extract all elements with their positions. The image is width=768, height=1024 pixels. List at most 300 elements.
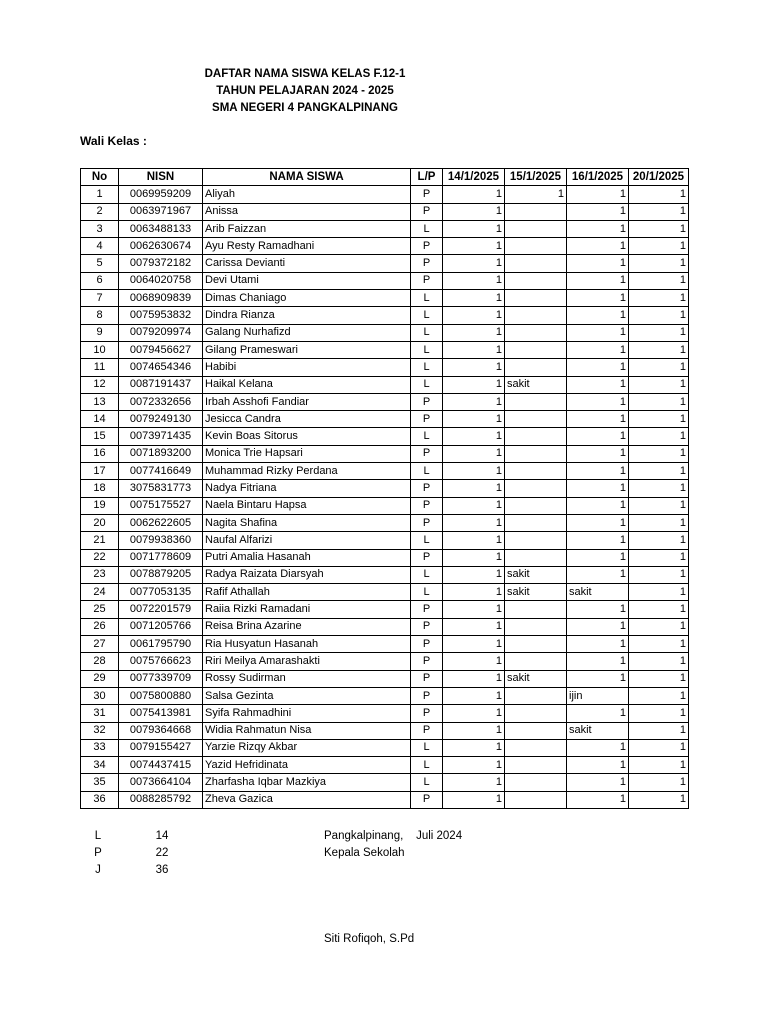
table-cell: L xyxy=(411,341,443,358)
table-cell xyxy=(505,653,567,670)
table-cell: Irbah Asshofi Fandiar xyxy=(203,393,411,410)
table-cell: 1 xyxy=(443,445,505,462)
table-cell: 0079209974 xyxy=(119,324,203,341)
table-cell: L xyxy=(411,290,443,307)
table-cell: sakit xyxy=(505,566,567,583)
table-cell: L xyxy=(411,584,443,601)
table-row xyxy=(81,791,689,808)
table-cell: 0079249130 xyxy=(119,411,203,428)
signature-block xyxy=(324,828,462,862)
table-row xyxy=(81,514,689,531)
table-cell: 1 xyxy=(629,376,689,393)
table-cell: 1 xyxy=(505,186,567,203)
table-cell: P xyxy=(411,722,443,739)
table-cell: 1 xyxy=(443,757,505,774)
table-cell: Gilang Prameswari xyxy=(203,341,411,358)
table-cell: Yazid Hefridinata xyxy=(203,757,411,774)
table-row xyxy=(81,307,689,324)
table-cell: P xyxy=(411,411,443,428)
table-cell: 22 xyxy=(81,549,119,566)
table-cell: 1 xyxy=(567,601,629,618)
table-cell: P xyxy=(411,497,443,514)
table-cell: 1 xyxy=(629,514,689,531)
table-cell: P xyxy=(411,203,443,220)
table-cell: 1 xyxy=(629,186,689,203)
table-row xyxy=(81,238,689,255)
table-cell: 0073971435 xyxy=(119,428,203,445)
table-cell: 1 xyxy=(629,359,689,376)
table-cell: L xyxy=(411,774,443,791)
table-row xyxy=(81,359,689,376)
table-cell: 1 xyxy=(443,653,505,670)
table-cell: 1 xyxy=(629,739,689,756)
table-cell: Haikal Kelana xyxy=(203,376,411,393)
table-cell: 1 xyxy=(629,255,689,272)
table-cell: 0079155427 xyxy=(119,739,203,756)
table-cell: 1 xyxy=(629,307,689,324)
column-header: 14/1/2025 xyxy=(443,169,505,186)
table-cell: 1 xyxy=(567,376,629,393)
summary-row xyxy=(80,828,202,845)
table-cell: 25 xyxy=(81,601,119,618)
table-cell: P xyxy=(411,255,443,272)
table-cell: 1 xyxy=(629,393,689,410)
summary-label: P xyxy=(94,847,102,859)
table-cell: 23 xyxy=(81,566,119,583)
table-cell: 1 xyxy=(629,601,689,618)
table-cell: P xyxy=(411,705,443,722)
signer-role: Kepala Sekolah xyxy=(324,847,405,859)
table-cell: 1 xyxy=(443,480,505,497)
table-cell: 1 xyxy=(629,757,689,774)
table-row xyxy=(81,584,689,601)
table-row xyxy=(81,220,689,237)
table-cell: 0079372182 xyxy=(119,255,203,272)
table-cell: Zharfasha Iqbar Mazkiya xyxy=(203,774,411,791)
table-cell: 0075953832 xyxy=(119,307,203,324)
table-cell: 0078879205 xyxy=(119,566,203,583)
table-cell: 20 xyxy=(81,514,119,531)
table-cell xyxy=(505,341,567,358)
table-cell: 34 xyxy=(81,757,119,774)
table-cell: 1 xyxy=(443,636,505,653)
table-cell: P xyxy=(411,791,443,808)
table-cell: 29 xyxy=(81,670,119,687)
table-cell: 1 xyxy=(567,532,629,549)
table-cell: 1 xyxy=(443,618,505,635)
table-cell: Riri Meilya Amarashakti xyxy=(203,653,411,670)
table-cell: 1 xyxy=(443,428,505,445)
table-row xyxy=(81,341,689,358)
table-cell: 0088285792 xyxy=(119,791,203,808)
table-cell: 0075766623 xyxy=(119,653,203,670)
summary-value: 22 xyxy=(155,847,169,859)
table-cell: L xyxy=(411,307,443,324)
table-cell: Radya Raizata Diarsyah xyxy=(203,566,411,583)
academic-year: TAHUN PELAJARAN 2024 - 2025 xyxy=(216,85,394,97)
table-cell: Raiia Rizki Ramadani xyxy=(203,601,411,618)
table-cell: 1 xyxy=(629,203,689,220)
table-cell: 0074654346 xyxy=(119,359,203,376)
table-cell: 0062630674 xyxy=(119,238,203,255)
table-cell: sakit xyxy=(505,584,567,601)
table-row xyxy=(81,186,689,203)
table-row xyxy=(81,636,689,653)
table-cell: Yarzie Rizqy Akbar xyxy=(203,739,411,756)
summary-label: J xyxy=(95,864,101,876)
summary-value: 36 xyxy=(155,864,169,876)
table-cell xyxy=(505,203,567,220)
table-cell: Dindra Rianza xyxy=(203,307,411,324)
table-cell: 1 xyxy=(567,359,629,376)
signer-name: Siti Rofiqoh, S.Pd xyxy=(324,933,415,945)
table-row xyxy=(81,618,689,635)
table-cell: 1 xyxy=(629,722,689,739)
table-row xyxy=(81,272,689,289)
table-cell xyxy=(505,445,567,462)
table-cell: Anissa xyxy=(203,203,411,220)
table-row xyxy=(81,601,689,618)
table-cell: 1 xyxy=(629,584,689,601)
table-cell: 1 xyxy=(567,203,629,220)
table-cell: Carissa Devianti xyxy=(203,255,411,272)
table-cell: 1 xyxy=(567,255,629,272)
gender-summary xyxy=(80,828,202,879)
table-cell: P xyxy=(411,393,443,410)
table-row xyxy=(81,393,689,410)
table-cell: 26 xyxy=(81,618,119,635)
table-cell: 0079364668 xyxy=(119,722,203,739)
table-cell: 14 xyxy=(81,411,119,428)
table-cell: 1 xyxy=(567,791,629,808)
table-cell: 30 xyxy=(81,687,119,704)
table-cell: 1 xyxy=(567,636,629,653)
table-cell xyxy=(505,255,567,272)
table-cell: 0072201579 xyxy=(119,601,203,618)
table-cell: 1 xyxy=(443,324,505,341)
table-cell: 1 xyxy=(629,341,689,358)
table-cell: 31 xyxy=(81,705,119,722)
column-header: No xyxy=(81,169,119,186)
summary-row xyxy=(80,862,202,879)
table-cell: P xyxy=(411,636,443,653)
table-cell: Reisa Brina Azarine xyxy=(203,618,411,635)
table-cell xyxy=(505,601,567,618)
table-cell: P xyxy=(411,670,443,687)
table-cell: 0075175527 xyxy=(119,497,203,514)
table-cell: 21 xyxy=(81,532,119,549)
table-cell: 0062622605 xyxy=(119,514,203,531)
table-cell xyxy=(505,549,567,566)
table-cell xyxy=(505,774,567,791)
table-cell: 1 xyxy=(629,791,689,808)
table-cell xyxy=(505,359,567,376)
table-cell xyxy=(505,480,567,497)
table-cell: 36 xyxy=(81,791,119,808)
table-cell: 1 xyxy=(567,272,629,289)
table-header-row xyxy=(81,169,689,186)
column-header: L/P xyxy=(411,169,443,186)
table-body xyxy=(81,186,689,809)
table-cell: 2 xyxy=(81,203,119,220)
table-cell: 1 xyxy=(629,220,689,237)
table-cell: Salsa Gezinta xyxy=(203,687,411,704)
table-cell: 0061795790 xyxy=(119,636,203,653)
table-cell xyxy=(505,722,567,739)
table-cell xyxy=(505,497,567,514)
table-cell: 0079938360 xyxy=(119,532,203,549)
table-cell xyxy=(505,411,567,428)
table-cell: 16 xyxy=(81,445,119,462)
table-cell xyxy=(505,307,567,324)
table-cell: 1 xyxy=(443,687,505,704)
table-cell: 1 xyxy=(443,203,505,220)
document-title: DAFTAR NAMA SISWA KELAS F.12-1 xyxy=(204,68,406,80)
table-cell: L xyxy=(411,359,443,376)
table-cell xyxy=(505,272,567,289)
table-cell: 1 xyxy=(443,290,505,307)
table-cell: Widia Rahmatun Nisa xyxy=(203,722,411,739)
table-cell: 1 xyxy=(567,618,629,635)
table-cell xyxy=(505,514,567,531)
table-cell: 1 xyxy=(567,463,629,480)
table-cell: 3075831773 xyxy=(119,480,203,497)
table-cell: 1 xyxy=(629,290,689,307)
table-cell: L xyxy=(411,376,443,393)
table-cell: 35 xyxy=(81,774,119,791)
table-cell: Devi Utami xyxy=(203,272,411,289)
column-header: 20/1/2025 xyxy=(629,169,689,186)
table-cell: 15 xyxy=(81,428,119,445)
table-cell: 1 xyxy=(629,549,689,566)
table-cell: 0079456627 xyxy=(119,341,203,358)
table-cell: 1 xyxy=(567,411,629,428)
table-cell: 1 xyxy=(629,411,689,428)
table-cell: 33 xyxy=(81,739,119,756)
table-cell: Putri Amalia Hasanah xyxy=(203,549,411,566)
table-row xyxy=(81,774,689,791)
table-cell: 1 xyxy=(443,514,505,531)
table-cell: 1 xyxy=(629,618,689,635)
table-cell: P xyxy=(411,687,443,704)
table-cell: Naufal Alfarizi xyxy=(203,532,411,549)
table-cell: P xyxy=(411,445,443,462)
table-cell: 1 xyxy=(567,497,629,514)
table-cell: 28 xyxy=(81,653,119,670)
table-cell: 6 xyxy=(81,272,119,289)
table-cell: 4 xyxy=(81,238,119,255)
table-cell: L xyxy=(411,463,443,480)
table-cell: 1 xyxy=(567,739,629,756)
table-cell: 17 xyxy=(81,463,119,480)
table-row xyxy=(81,463,689,480)
table-cell: 18 xyxy=(81,480,119,497)
table-cell: 1 xyxy=(443,566,505,583)
table-cell: 1 xyxy=(567,757,629,774)
table-cell: 1 xyxy=(567,220,629,237)
table-cell: Kevin Boas Sitorus xyxy=(203,428,411,445)
table-cell xyxy=(505,238,567,255)
table-cell: P xyxy=(411,549,443,566)
table-cell xyxy=(505,687,567,704)
table-cell: 1 xyxy=(629,670,689,687)
table-cell: 1 xyxy=(567,307,629,324)
table-cell: Ayu Resty Ramadhani xyxy=(203,238,411,255)
table-cell: 1 xyxy=(443,497,505,514)
table-cell: Galang Nurhafizd xyxy=(203,324,411,341)
column-header: 16/1/2025 xyxy=(567,169,629,186)
table-cell: 10 xyxy=(81,341,119,358)
table-cell: Naela Bintaru Hapsa xyxy=(203,497,411,514)
table-cell xyxy=(505,428,567,445)
table-cell: 0064020758 xyxy=(119,272,203,289)
table-cell: 1 xyxy=(629,636,689,653)
table-cell: P xyxy=(411,653,443,670)
table-row xyxy=(81,376,689,393)
table-cell xyxy=(505,290,567,307)
table-cell: 1 xyxy=(443,670,505,687)
table-cell: L xyxy=(411,220,443,237)
table-cell: 1 xyxy=(567,393,629,410)
table-cell: 1 xyxy=(443,601,505,618)
table-cell: L xyxy=(411,757,443,774)
table-row xyxy=(81,670,689,687)
table-cell: 1 xyxy=(443,739,505,756)
table-cell: 1 xyxy=(629,687,689,704)
table-cell: P xyxy=(411,272,443,289)
table-cell: 1 xyxy=(629,566,689,583)
table-cell: Arib Faizzan xyxy=(203,220,411,237)
table-row xyxy=(81,497,689,514)
table-cell: 1 xyxy=(443,272,505,289)
table-cell xyxy=(505,739,567,756)
table-cell: 0077339709 xyxy=(119,670,203,687)
table-cell: 0071778609 xyxy=(119,549,203,566)
table-cell: 19 xyxy=(81,497,119,514)
table-cell: 1 xyxy=(443,238,505,255)
table-cell: Syifa Rahmadhini xyxy=(203,705,411,722)
table-cell: 1 xyxy=(629,705,689,722)
table-cell: 1 xyxy=(629,653,689,670)
table-cell: 8 xyxy=(81,307,119,324)
table-cell: Rossy Sudirman xyxy=(203,670,411,687)
summary-row xyxy=(80,845,202,862)
table-cell: P xyxy=(411,601,443,618)
table-cell: 1 xyxy=(443,549,505,566)
table-cell: Nagita Shafina xyxy=(203,514,411,531)
table-cell: L xyxy=(411,428,443,445)
table-cell: 1 xyxy=(443,722,505,739)
table-cell: 1 xyxy=(443,584,505,601)
table-cell: 0073664104 xyxy=(119,774,203,791)
table-cell: 1 xyxy=(567,566,629,583)
table-cell: 0063971967 xyxy=(119,203,203,220)
homeroom-teacher-label: Wali Kelas : xyxy=(80,134,147,148)
table-row xyxy=(81,324,689,341)
table-cell: Rafif Athallah xyxy=(203,584,411,601)
table-cell xyxy=(505,532,567,549)
table-cell: P xyxy=(411,238,443,255)
column-header: 15/1/2025 xyxy=(505,169,567,186)
table-cell: 32 xyxy=(81,722,119,739)
table-cell: 0087191437 xyxy=(119,376,203,393)
table-cell: 11 xyxy=(81,359,119,376)
table-row xyxy=(81,739,689,756)
table-cell: 27 xyxy=(81,636,119,653)
table-cell xyxy=(505,757,567,774)
table-row xyxy=(81,705,689,722)
table-row xyxy=(81,290,689,307)
table-row xyxy=(81,566,689,583)
table-cell: 1 xyxy=(567,653,629,670)
table-cell: L xyxy=(411,532,443,549)
table-cell: 1 xyxy=(567,186,629,203)
table-cell: Habibi xyxy=(203,359,411,376)
table-cell: P xyxy=(411,618,443,635)
table-cell: L xyxy=(411,566,443,583)
table-cell xyxy=(505,324,567,341)
table-cell: 1 xyxy=(567,480,629,497)
table-row xyxy=(81,687,689,704)
table-cell: 1 xyxy=(567,705,629,722)
table-cell: 0077416649 xyxy=(119,463,203,480)
table-cell: 1 xyxy=(629,272,689,289)
table-cell: 0075413981 xyxy=(119,705,203,722)
table-cell: Muhammad Rizky Perdana xyxy=(203,463,411,480)
column-header: NAMA SISWA xyxy=(203,169,411,186)
table-cell: 1 xyxy=(567,445,629,462)
table-cell: P xyxy=(411,480,443,497)
table-cell: 13 xyxy=(81,393,119,410)
summary-value: 14 xyxy=(155,830,169,842)
table-cell: 24 xyxy=(81,584,119,601)
table-cell: Dimas Chaniago xyxy=(203,290,411,307)
school-name: SMA NEGERI 4 PANGKALPINANG xyxy=(212,102,398,114)
table-cell: Ria Husyatun Hasanah xyxy=(203,636,411,653)
table-cell: 1 xyxy=(567,324,629,341)
table-cell: 1 xyxy=(443,359,505,376)
table-cell: sakit xyxy=(505,670,567,687)
table-cell: 1 xyxy=(443,376,505,393)
table-cell: 0075800880 xyxy=(119,687,203,704)
table-cell: 0068909839 xyxy=(119,290,203,307)
table-cell: 1 xyxy=(567,774,629,791)
table-cell: Nadya Fitriana xyxy=(203,480,411,497)
table-cell: 1 xyxy=(443,186,505,203)
table-row xyxy=(81,722,689,739)
table-cell xyxy=(505,463,567,480)
table-cell: 1 xyxy=(443,341,505,358)
table-cell: 1 xyxy=(567,428,629,445)
column-header: NISN xyxy=(119,169,203,186)
table-cell: 1 xyxy=(443,774,505,791)
table-cell: 1 xyxy=(443,220,505,237)
table-cell: 0069959209 xyxy=(119,186,203,203)
table-row xyxy=(81,203,689,220)
table-row xyxy=(81,480,689,497)
table-cell xyxy=(505,791,567,808)
table-cell: 1 xyxy=(81,186,119,203)
table-cell: 1 xyxy=(629,497,689,514)
table-cell: 9 xyxy=(81,324,119,341)
table-cell: 5 xyxy=(81,255,119,272)
table-cell: 1 xyxy=(443,532,505,549)
table-cell: Jesicca Candra xyxy=(203,411,411,428)
student-roster-table xyxy=(80,168,689,809)
table-cell: 1 xyxy=(567,290,629,307)
table-cell: 0071205766 xyxy=(119,618,203,635)
table-cell xyxy=(505,393,567,410)
